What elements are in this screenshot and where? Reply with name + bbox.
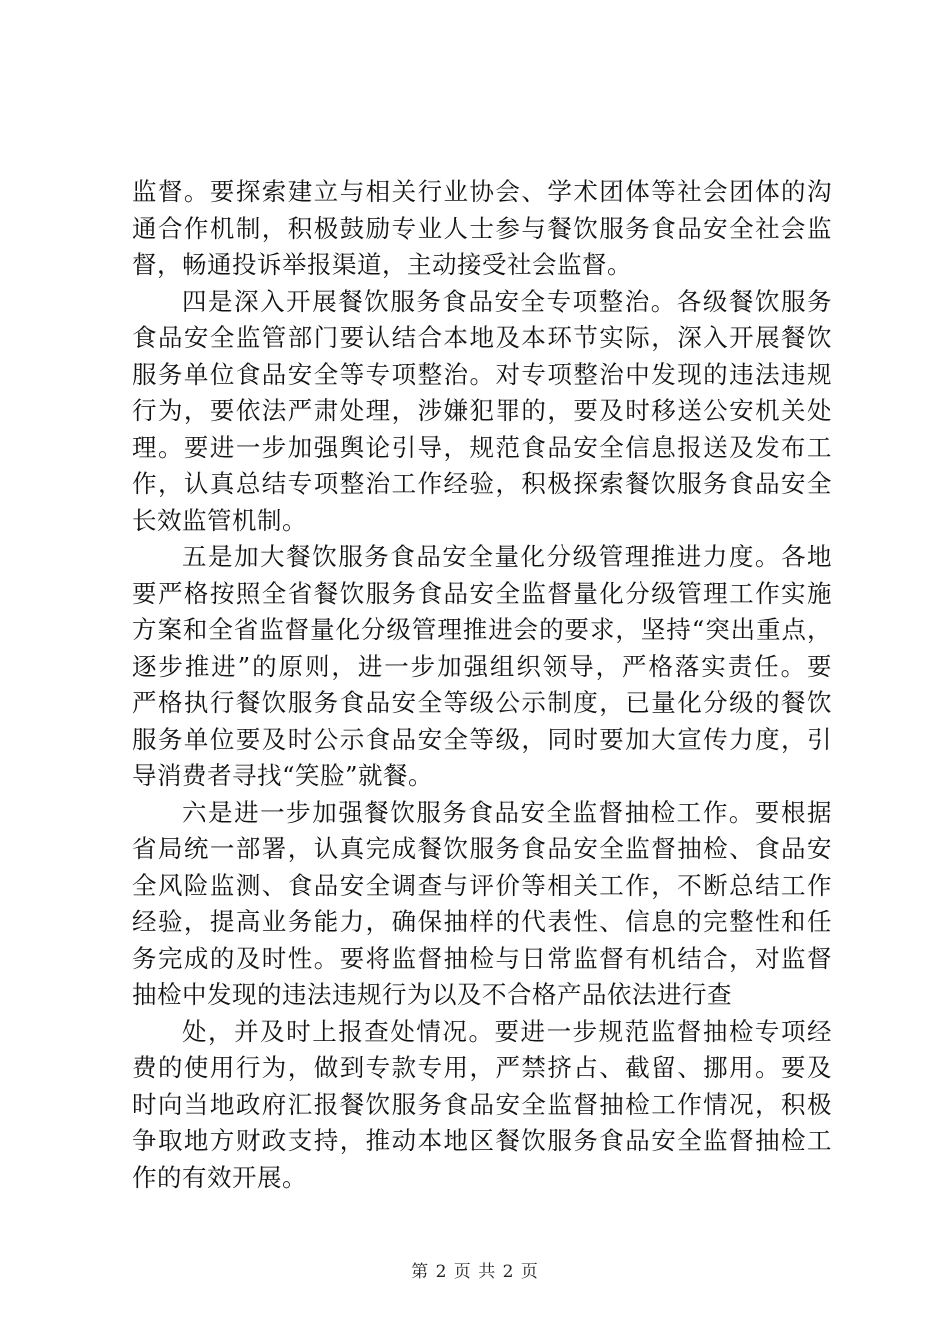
text-line: 时向当地政府汇报餐饮服务食品安全监督抽检工作情况，积极 [132, 1089, 832, 1119]
text-line: 要严格按照全省餐饮服务食品安全监督量化分级管理工作实施 [132, 578, 832, 608]
text-line: 处，并及时上报查处情况。要进一步规范监督抽检专项经 [182, 1016, 832, 1046]
text-line: 抽检中发现的违法违规行为以及不合格产品依法进行查 [132, 980, 732, 1009]
text-line: 作，认真总结专项整治工作经验，积极探索餐饮服务食品安全 [132, 469, 832, 498]
text-line: 四是深入开展餐饮服务食品安全专项整治。各级餐饮服务 [182, 286, 832, 316]
text-line: 服务单位食品安全等专项整治。对专项整治中发现的违法违规 [132, 359, 832, 389]
text-line: 服务单位要及时公示食品安全等级，同时要加大宣传力度，引 [132, 724, 832, 754]
text-line: 作的有效开展。 [132, 1162, 307, 1192]
text-line: 食品安全监管部门要认结合本地及本环节实际，深入开展餐饮 [132, 323, 832, 352]
text-line: 争取地方财政支持，推动本地区餐饮服务食品安全监督抽检工 [132, 1126, 832, 1155]
page-footer: 第 2 页 共 2 页 [411, 1262, 539, 1282]
text-line: 理。要进一步加强舆论引导，规范食品安全信息报送及发布工 [132, 432, 832, 462]
text-line: 长效监管机制。 [132, 505, 307, 535]
text-line: 督，畅通投诉举报渠道，主动接受社会监督。 [132, 250, 632, 279]
text-line: 务完成的及时性。要将监督抽检与日常监督有机结合，对监督 [132, 943, 832, 973]
text-line: 通合作机制，积极鼓励专业人士参与餐饮服务食品安全社会监 [132, 213, 832, 243]
text-line: 全风险监测、食品安全调查与评价等相关工作，不断总结工作 [132, 870, 832, 900]
text-line: 逐步推进”的原则，进一步加强组织领导，严格落实责任。要 [132, 651, 832, 681]
text-line: 六是进一步加强餐饮服务食品安全监督抽检工作。要根据 [182, 797, 832, 827]
text-line: 方案和全省监督量化分级管理推进会的要求，坚持“突出重点， [132, 615, 832, 644]
text-line: 监督。要探索建立与相关行业协会、学术团体等社会团体的沟 [132, 177, 832, 206]
text-line: 行为，要依法严肃处理，涉嫌犯罪的，要及时移送公安机关处 [132, 396, 832, 425]
text-line: 省局统一部署，认真完成餐饮服务食品安全监督抽检、食品安 [132, 834, 832, 863]
text-line: 严格执行餐饮服务食品安全等级公示制度，已量化分级的餐饮 [132, 688, 832, 717]
document-body [132, 174, 832, 1196]
text-line: 费的使用行为，做到专款专用，严禁挤占、截留、挪用。要及 [132, 1053, 832, 1082]
text-line: 五是加大餐饮服务食品安全量化分级管理推进力度。各地 [182, 542, 832, 571]
text-line: 导消费者寻找“笑脸”就餐。 [132, 761, 434, 790]
text-line: 经验，提高业务能力，确保抽样的代表性、信息的完整性和任 [132, 907, 832, 936]
